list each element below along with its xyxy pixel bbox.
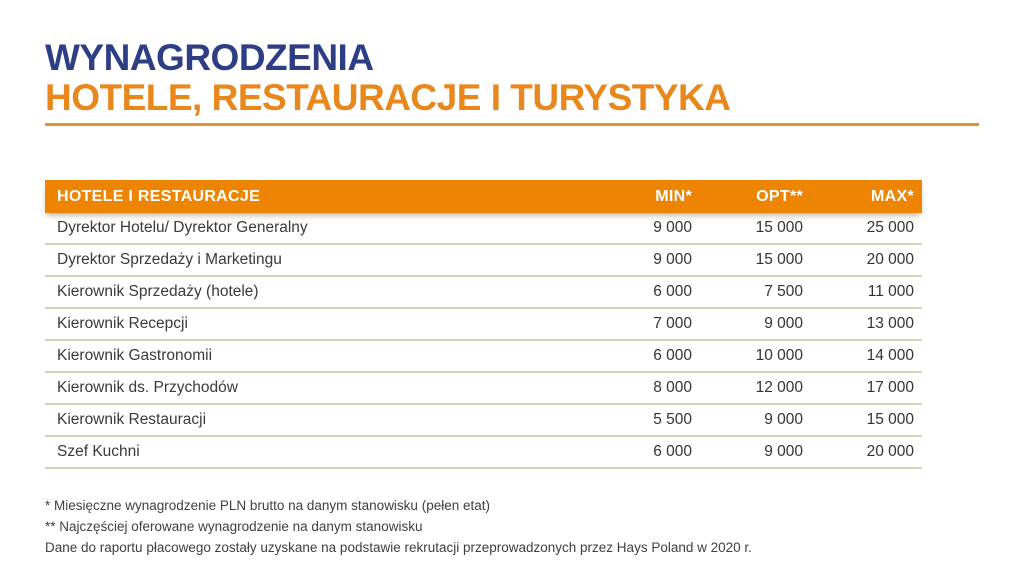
page-title: WYNAGRODZENIA bbox=[45, 37, 374, 78]
footnote-min-max: * Miesięczne wynagrodzenie PLN brutto na danym stanowisku (pełen etat) bbox=[45, 498, 490, 513]
table-header-row bbox=[45, 180, 922, 213]
title-divider-rule bbox=[45, 123, 979, 126]
row-label: Kierownik Gastronomii bbox=[57, 347, 213, 364]
row-opt: 12 000 bbox=[755, 379, 803, 396]
row-label: Dyrektor Sprzedaży i Marketingu bbox=[57, 251, 282, 268]
row-opt: 10 000 bbox=[755, 347, 803, 364]
row-opt: 7 500 bbox=[764, 283, 803, 300]
table-header-category: HOTELE I RESTAURACJE bbox=[57, 187, 261, 205]
row-max: 20 000 bbox=[866, 443, 914, 460]
row-max: 14 000 bbox=[866, 347, 914, 364]
table-row bbox=[45, 245, 922, 277]
footnotes bbox=[45, 495, 752, 558]
table-row bbox=[45, 405, 922, 437]
row-max: 15 000 bbox=[866, 411, 914, 428]
page-subtitle: HOTELE, RESTAURACJE I TURYSTYKA bbox=[45, 77, 731, 118]
table-row bbox=[45, 309, 922, 341]
row-label: Kierownik ds. Przychodów bbox=[57, 379, 238, 396]
row-min: 5 500 bbox=[653, 411, 692, 428]
table-row bbox=[45, 213, 922, 245]
table-row bbox=[45, 373, 922, 405]
row-max: 20 000 bbox=[866, 251, 914, 268]
row-label: Kierownik Restauracji bbox=[57, 411, 207, 428]
footnote-source: Dane do raportu płacowego zostały uzyskane na podstawie rekrutacji przeprowadzonych przez Hays Poland w 2020 r. bbox=[45, 540, 752, 555]
row-opt: 15 000 bbox=[755, 251, 803, 268]
footnote-opt: ** Najczęściej oferowane wynagrodzenie na danym stanowisku bbox=[45, 519, 423, 534]
row-opt: 15 000 bbox=[755, 219, 803, 236]
table-row bbox=[45, 437, 922, 469]
row-opt: 9 000 bbox=[764, 315, 803, 332]
row-min: 8 000 bbox=[653, 379, 692, 396]
row-max: 25 000 bbox=[866, 219, 914, 236]
row-label: Szef Kuchni bbox=[57, 443, 140, 460]
table-header-opt: OPT** bbox=[756, 187, 803, 205]
row-max: 17 000 bbox=[866, 379, 914, 396]
row-label: Dyrektor Hotelu/ Dyrektor Generalny bbox=[57, 219, 308, 236]
table-header-min: MIN* bbox=[655, 187, 692, 205]
row-label: Kierownik Recepcji bbox=[57, 315, 188, 332]
table-row bbox=[45, 341, 922, 373]
row-min: 9 000 bbox=[653, 251, 692, 268]
salary-table bbox=[45, 180, 922, 469]
row-opt: 9 000 bbox=[764, 411, 803, 428]
row-min: 6 000 bbox=[653, 347, 692, 364]
row-opt: 9 000 bbox=[764, 443, 803, 460]
row-max: 11 000 bbox=[867, 283, 914, 300]
row-min: 7 000 bbox=[653, 315, 692, 332]
row-min: 9 000 bbox=[653, 219, 692, 236]
table-header-max: MAX* bbox=[871, 187, 914, 205]
row-min: 6 000 bbox=[653, 443, 692, 460]
row-max: 13 000 bbox=[866, 315, 914, 332]
row-label: Kierownik Sprzedaży (hotele) bbox=[57, 283, 259, 300]
title-block bbox=[45, 38, 731, 118]
row-min: 6 000 bbox=[653, 283, 692, 300]
table-row bbox=[45, 277, 922, 309]
